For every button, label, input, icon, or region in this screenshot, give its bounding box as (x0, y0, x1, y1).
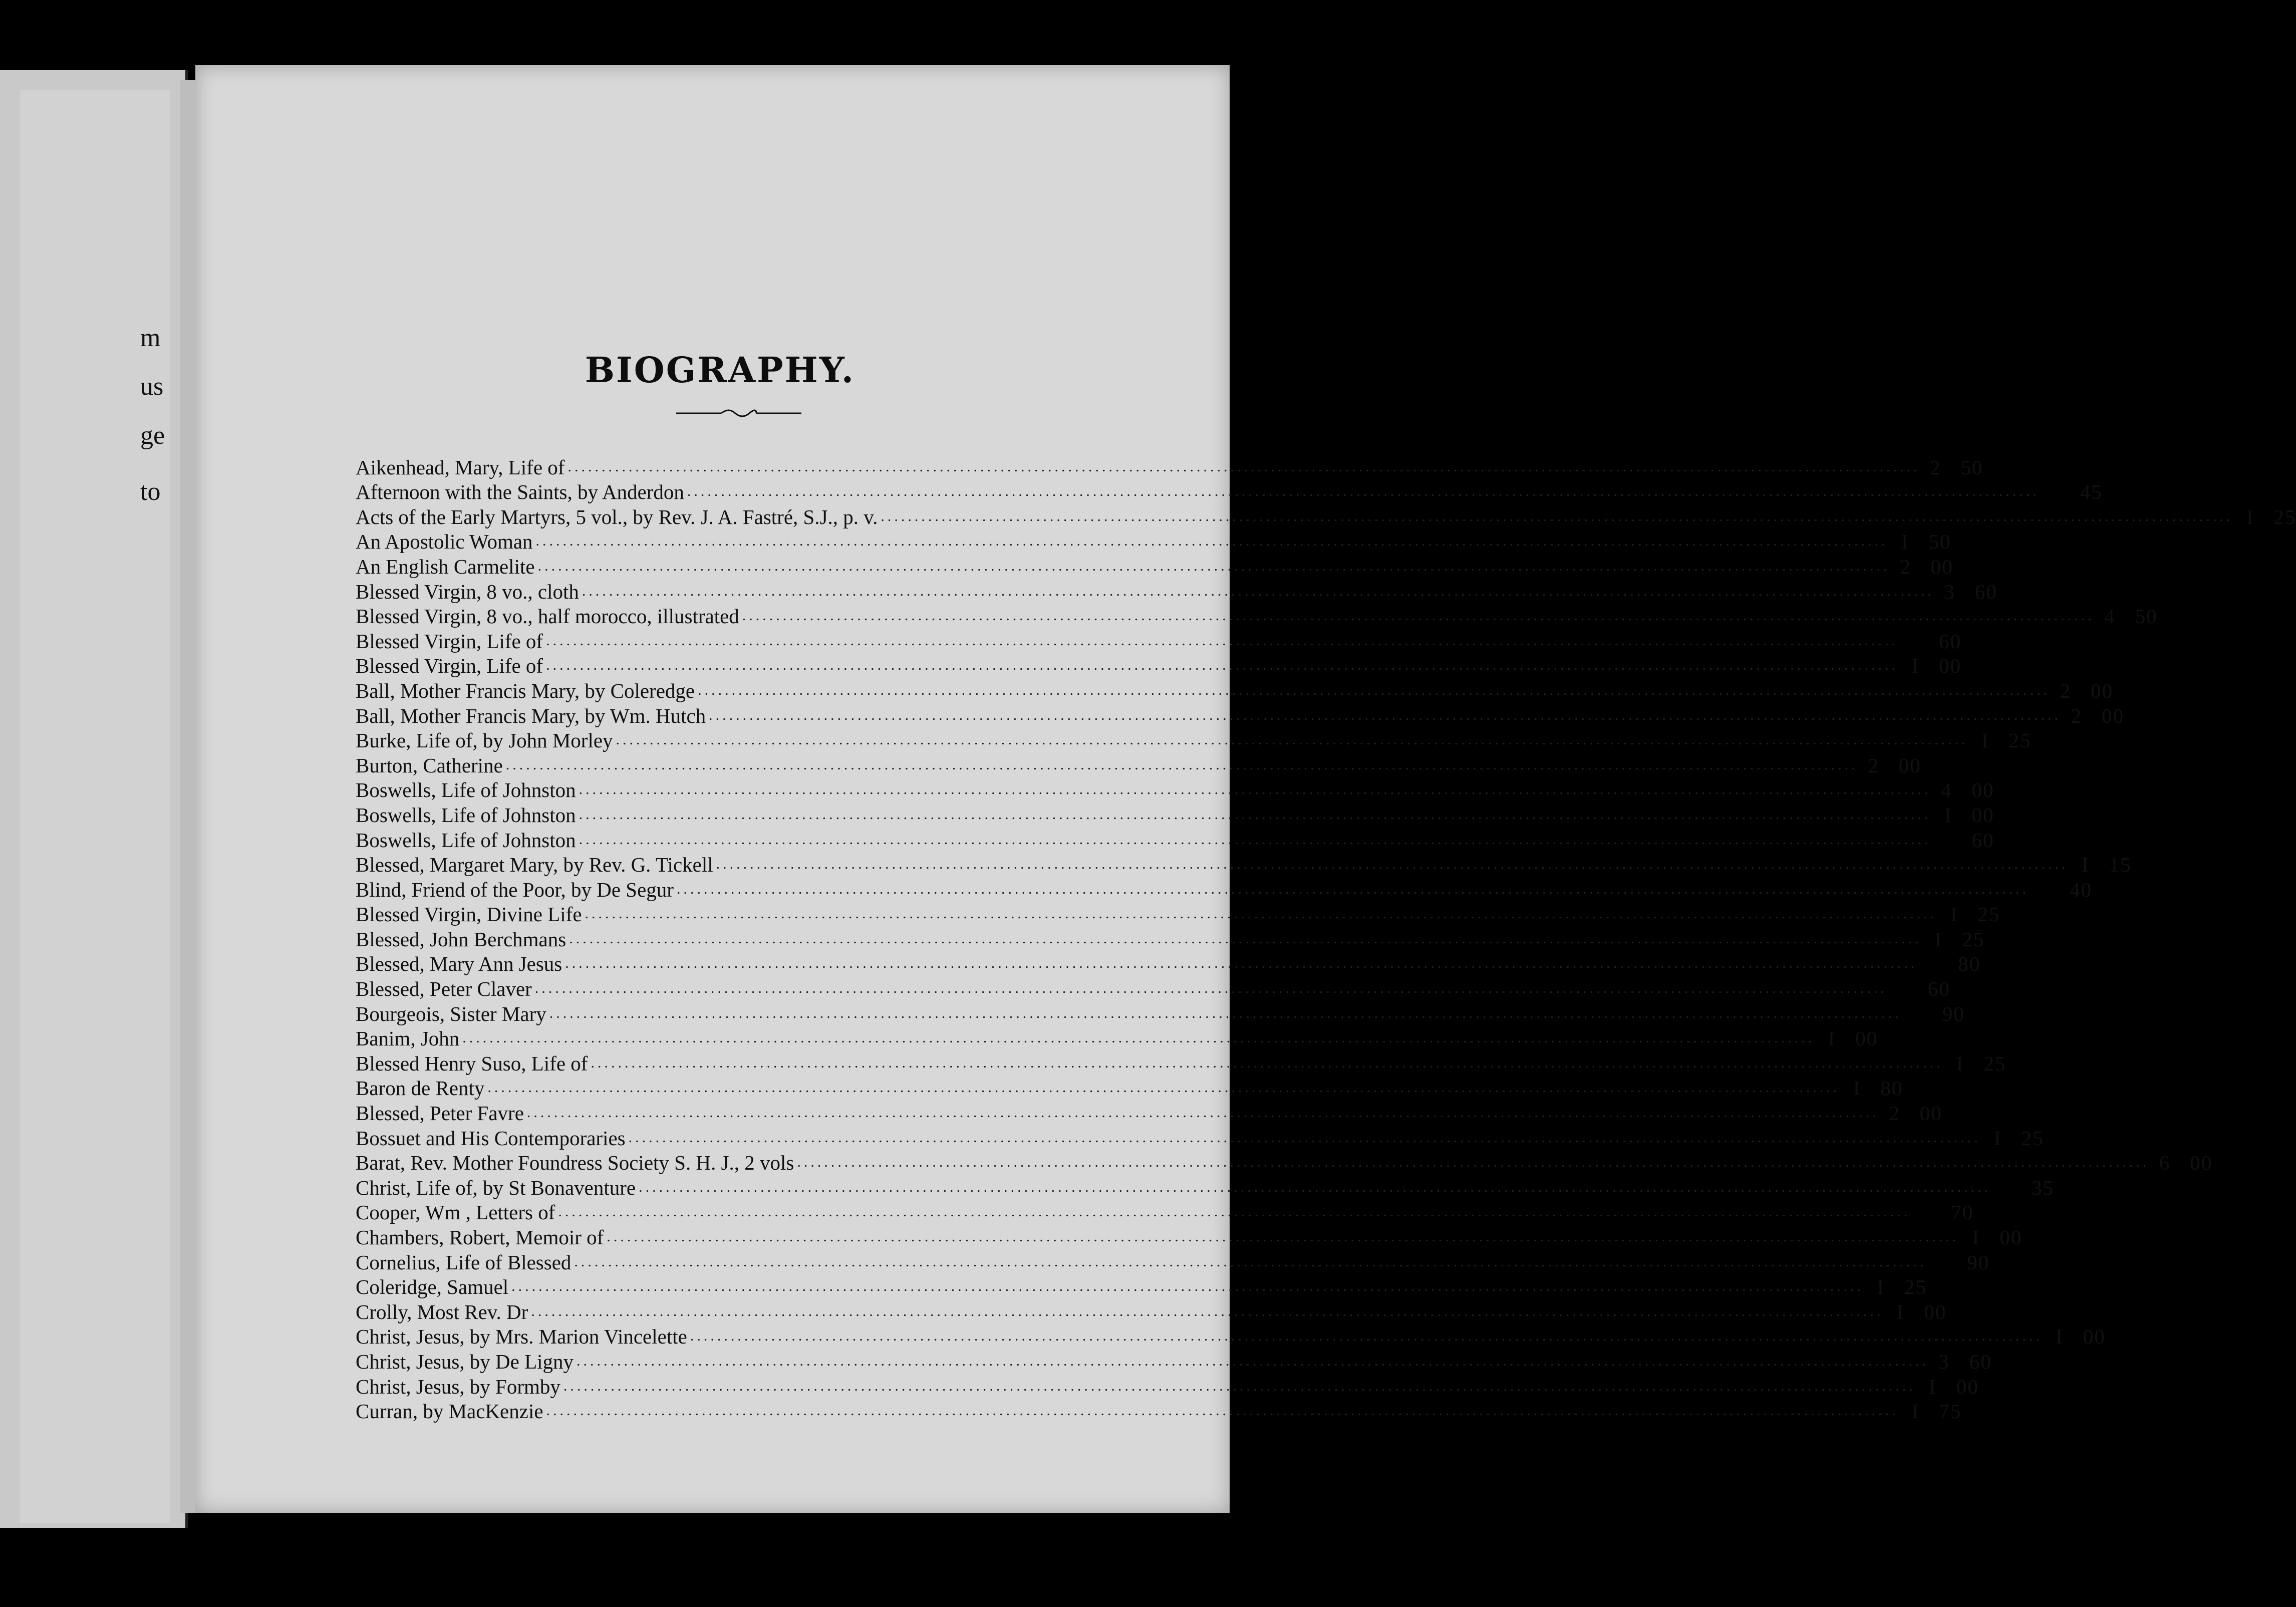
entry-price-cents: 00 (1924, 1300, 1947, 1323)
list-item (356, 1275, 1927, 1300)
list-item (356, 1175, 2055, 1200)
entry-title: Blessed Virgin, Divine Life (356, 903, 582, 926)
entry-title: Blessed Virgin, 8 vo., half morocco, illustrated (356, 605, 739, 628)
leader-dots: ........................................................................................................................................................................................................ (462, 1029, 1815, 1046)
entry-price-cents: 25 (2021, 1126, 2044, 1150)
entry-title: Chambers, Robert, Memoir of (356, 1226, 604, 1249)
page-stack-edge (180, 80, 197, 1513)
entry-title: Blessed, Peter Claver (356, 977, 532, 1001)
list-item (356, 853, 2132, 878)
leader-dots: ........................................................................................................................................................................................................ (690, 1327, 2043, 1345)
entry-title: Banim, John (356, 1027, 460, 1050)
list-item (356, 753, 1921, 778)
entry-price-dollars: 2 (1900, 555, 1910, 578)
leader-dots: ........................................................................................................................................................................................................ (616, 731, 1968, 748)
entry-price-dollars: I (1944, 803, 1951, 827)
list-item (356, 802, 1994, 828)
leader-dots: ........................................................................................................................................................................................................ (577, 1352, 1929, 1369)
entry-price-cents: 00 (1898, 753, 1921, 777)
entry-price-cents: 60 (1974, 580, 1997, 603)
list-item (356, 1001, 1965, 1026)
list-item (356, 554, 1953, 579)
leader-dots: ........................................................................................................................................................................................................ (537, 557, 1890, 574)
entry-price-cents: 25 (1983, 1051, 2006, 1075)
entry-title: Acts of the Early Martyrs, 5 vol., by Rev. J. A. Fastré, S.J., p. v. (356, 505, 878, 528)
entry-price-dollars: 3 (1938, 1350, 1949, 1373)
list-item (356, 1026, 1878, 1051)
entry-title: Bossuet and His Contemporaries (356, 1126, 626, 1150)
list-item (356, 654, 1962, 679)
entry-price-cents: 00 (2091, 679, 2114, 702)
list-item (356, 1324, 2106, 1350)
list-item (356, 629, 1962, 654)
entry-price-cents: 00 (1855, 1027, 1878, 1050)
left-page-inner (20, 90, 170, 1523)
entry-price-dollars: I (1929, 1375, 1936, 1398)
entry-price-dollars: 4 (2104, 605, 2115, 628)
list-item (356, 828, 1994, 853)
leader-dots: ........................................................................................................................................................................................................ (549, 1004, 1902, 1021)
entry-price-cents: 00 (1930, 555, 1953, 578)
entry-price-dollars: I (1950, 903, 1957, 926)
leader-dots: ........................................................................................................................................................................................................ (698, 681, 2051, 698)
entry-price-cents: 25 (2008, 729, 2032, 752)
entry-title: Blessed Virgin, Life of (356, 654, 543, 678)
leader-dots: ........................................................................................................................................................................................................ (546, 1402, 1899, 1419)
entry-title: Curran, by MacKenzie (356, 1400, 543, 1423)
entry-list (356, 455, 2296, 1424)
entry-price-cents: 50 (1928, 530, 1951, 554)
entry-price-dollars: 4 (1941, 778, 1951, 802)
list-item (356, 455, 1983, 480)
leader-dots: ........................................................................................................................................................................................................ (546, 657, 1899, 674)
entry-price-dollars: I (1853, 1077, 1860, 1100)
entry-price-dollars: I (2056, 1325, 2063, 1349)
entry-price-dollars: I (1828, 1027, 1835, 1050)
leader-dots: ........................................................................................................................................................................................................ (531, 1302, 1884, 1319)
entry-price-dollars: I (1911, 654, 1919, 678)
list-item (356, 1126, 2044, 1151)
page-title: BIOGRAPHY. (585, 349, 855, 391)
entry-price-dollars: I (2081, 853, 2089, 877)
leader-dots: ........................................................................................................................................................................................................ (563, 1377, 1916, 1394)
entry-price-dollars: 2 (2071, 704, 2082, 727)
entry-title: An Apostolic Woman (356, 530, 533, 554)
list-item (356, 1151, 2213, 1176)
list-item (356, 1374, 1979, 1399)
list-item (356, 1225, 2023, 1250)
leader-dots: ........................................................................................................................................................................................................ (607, 1228, 1959, 1245)
list-item (356, 1299, 1947, 1324)
entry-price-cents: 00 (1956, 1375, 1979, 1398)
leader-dots: ........................................................................................................................................................................................................ (797, 1154, 2150, 1171)
list-item (356, 1399, 1962, 1424)
list-item (356, 480, 2103, 505)
entry-price-dollars: 3 (1944, 580, 1954, 603)
list-item (356, 604, 2158, 629)
entry-title: Barat, Rev. Mother Foundress Society S. H. J., 2 vols (356, 1151, 794, 1175)
entry-title: Blessed, Peter Favre (356, 1102, 524, 1125)
leader-dots: ........................................................................................................................................................................................................ (742, 607, 2095, 624)
catalog-page (195, 65, 2296, 1513)
entry-price-cents: 25 (2273, 505, 2296, 528)
left-page-edge (0, 70, 188, 1528)
leader-dots: ........................................................................................................................................................................................................ (716, 856, 2069, 873)
entry-title: Afternoon with the Saints, by Anderdon (356, 480, 684, 504)
entry-title: Ball, Mother Francis Mary, by Coleredge (356, 679, 695, 702)
leader-dots: ........................................................................................................................................................................................................ (535, 532, 1888, 550)
entry-price-cents: 60 (1939, 629, 1962, 653)
entry-title: Blind, Friend of the Poor, by De Segur (356, 878, 674, 901)
list-item (356, 703, 2125, 728)
entry-title: Aikenhead, Mary, Life of (356, 455, 565, 479)
entry-price-dollars: 6 (2159, 1151, 2170, 1175)
list-item (356, 504, 2296, 529)
leader-dots: ........................................................................................................................................................................................................ (567, 458, 1920, 475)
entry-title: Christ, Jesus, by Mrs. Marion Vincelette (356, 1325, 687, 1349)
list-item (356, 877, 2092, 902)
leader-dots: ........................................................................................................................................................................................................ (534, 980, 1887, 997)
leader-dots: ........................................................................................................................................................................................................ (487, 1079, 1840, 1096)
entry-price-cents: 60 (1971, 828, 1994, 852)
entry-title: Blessed Virgin, Life of (356, 629, 543, 653)
leader-dots: ........................................................................................................................................................................................................ (582, 582, 1934, 599)
leader-dots: ........................................................................................................................................................................................................ (579, 831, 1931, 848)
entry-price-dollars: I (1896, 1300, 1904, 1323)
entry-title: Blessed Virgin, 8 vo., cloth (356, 580, 579, 603)
left-page-fragment: to (140, 477, 161, 506)
entry-title: Blessed Henry Suso, Life of (356, 1051, 588, 1075)
entry-price-cents: 00 (1971, 803, 1994, 827)
entry-title: Blessed, Margaret Mary, by Rev. G. Tickell (356, 853, 713, 877)
entry-price-cents: 25 (1962, 927, 1985, 951)
list-item (356, 778, 1994, 803)
entry-price-cents: 45 (2080, 480, 2103, 504)
list-item (356, 952, 1981, 977)
entry-price-cents: 50 (2135, 605, 2158, 628)
entry-title: Christ, Jesus, by Formby (356, 1375, 560, 1398)
entry-price-cents: 00 (1939, 654, 1962, 678)
entry-price-cents: 40 (2069, 878, 2092, 901)
entry-price-cents: 75 (1939, 1400, 1962, 1423)
entry-price-dollars: 2 (1929, 455, 1940, 479)
entry-price-cents: 90 (1942, 1002, 1965, 1025)
leader-dots: ........................................................................................................................................................................................................ (676, 880, 2029, 897)
leader-dots: ........................................................................................................................................................................................................ (574, 1253, 1927, 1270)
entry-price-cents: 70 (1951, 1201, 1974, 1224)
left-page-fragment: ge (140, 421, 165, 450)
entry-price-dollars: I (1993, 1126, 2001, 1150)
entry-title: Cornelius, Life of Blessed (356, 1250, 571, 1274)
entry-price-cents: 15 (2109, 853, 2132, 877)
entry-price-dollars: I (1877, 1275, 1884, 1299)
list-item (356, 1349, 1992, 1374)
entry-title: Boswells, Life of Johnston (356, 828, 576, 852)
leader-dots: ........................................................................................................................................................................................................ (639, 1178, 1991, 1195)
list-item (356, 1250, 1990, 1275)
leader-dots: ........................................................................................................................................................................................................ (585, 905, 1937, 922)
entry-price-cents: 25 (1977, 903, 2000, 926)
entry-title: An English Carmelite (356, 555, 535, 578)
entry-price-cents: 50 (1960, 455, 1983, 479)
entry-price-dollars: 2 (1868, 753, 1878, 777)
entry-price-dollars: I (1934, 927, 1942, 951)
decorative-rule-icon (676, 406, 801, 421)
list-item (356, 1101, 1942, 1126)
left-page-fragment: us (140, 372, 164, 401)
list-item (356, 902, 2000, 927)
entry-price-dollars: 2 (1889, 1102, 1899, 1125)
leader-dots: ........................................................................................................................................................................................................ (628, 1129, 1981, 1146)
entry-title: Boswells, Life of Johnston (356, 803, 576, 827)
entry-price-cents: 00 (1971, 778, 1994, 802)
leader-dots: ........................................................................................................................................................................................................ (687, 483, 2040, 500)
entry-title: Christ, Life of, by St Bonaventure (356, 1176, 636, 1199)
entry-price-cents: 80 (1880, 1077, 1903, 1100)
entry-price-cents: 90 (1967, 1250, 1990, 1274)
entry-price-dollars: 2 (2060, 679, 2071, 702)
entry-price-cents: 60 (1927, 977, 1950, 1001)
list-item (356, 728, 2032, 753)
entry-price-cents: 35 (2032, 1176, 2055, 1199)
entry-price-dollars: I (1956, 1051, 1963, 1075)
entry-price-cents: 80 (1958, 952, 1981, 976)
entry-price-cents: 00 (2083, 1325, 2106, 1349)
entry-price-dollars: I (1911, 1400, 1919, 1423)
entry-price-cents: 00 (2190, 1151, 2213, 1175)
list-item (356, 976, 1950, 1001)
entry-title: Cooper, Wm , Letters of (356, 1201, 555, 1224)
entry-price-dollars: I (1901, 530, 1908, 554)
entry-price-cents: 25 (1904, 1275, 1927, 1299)
list-item (356, 678, 2114, 703)
entry-title: Baron de Renty (356, 1077, 485, 1100)
entry-title: Ball, Mother Francis Mary, by Wm. Hutch (356, 704, 706, 727)
entry-title: Burke, Life of, by John Morley (356, 729, 613, 752)
leader-dots: ........................................................................................................................................................................................................ (579, 781, 1931, 798)
entry-title: Christ, Jesus, by De Ligny (356, 1350, 574, 1373)
entry-title: Blessed, Mary Ann Jesus (356, 952, 562, 976)
list-item (356, 1200, 1974, 1225)
list-item (356, 529, 1951, 555)
list-item (356, 927, 1985, 952)
entry-price-dollars: I (2246, 505, 2253, 528)
list-item (356, 579, 1997, 604)
entry-title: Bourgeois, Sister Mary (356, 1002, 546, 1025)
leader-dots: ........................................................................................................................................................................................................ (569, 930, 1922, 947)
leader-dots: ........................................................................................................................................................................................................ (579, 806, 1931, 823)
entry-price-cents: 00 (1919, 1102, 1942, 1125)
list-item (356, 1076, 1903, 1101)
entry-title: Burton, Catherine (356, 753, 503, 777)
leader-dots: ........................................................................................................................................................................................................ (505, 756, 1858, 773)
leader-dots: ........................................................................................................................................................................................................ (558, 1203, 1911, 1220)
entry-price-dollars: I (1972, 1226, 1979, 1249)
leader-dots: ........................................................................................................................................................................................................ (881, 507, 2233, 524)
entry-price-cents: 60 (1969, 1350, 1992, 1373)
leader-dots: ........................................................................................................................................................................................................ (709, 706, 2062, 723)
entry-title: Coleridge, Samuel (356, 1275, 509, 1299)
entry-price-cents: 00 (1999, 1226, 2023, 1249)
list-item (356, 1051, 2006, 1076)
leader-dots: ........................................................................................................................................................................................................ (591, 1054, 1943, 1071)
entry-price-dollars: I (1981, 729, 1988, 752)
entry-title: Boswells, Life of Johnston (356, 778, 576, 802)
leader-dots: ........................................................................................................................................................................................................ (546, 632, 1899, 649)
entry-price-cents: 00 (2102, 704, 2125, 727)
left-page-fragment: m (140, 324, 161, 352)
leader-dots: ........................................................................................................................................................................................................ (526, 1104, 1879, 1121)
entry-title: Crolly, Most Rev. Dr (356, 1300, 528, 1323)
entry-title: Blessed, John Berchmans (356, 927, 566, 951)
leader-dots: ........................................................................................................................................................................................................ (565, 955, 1918, 972)
leader-dots: ........................................................................................................................................................................................................ (511, 1278, 1864, 1295)
